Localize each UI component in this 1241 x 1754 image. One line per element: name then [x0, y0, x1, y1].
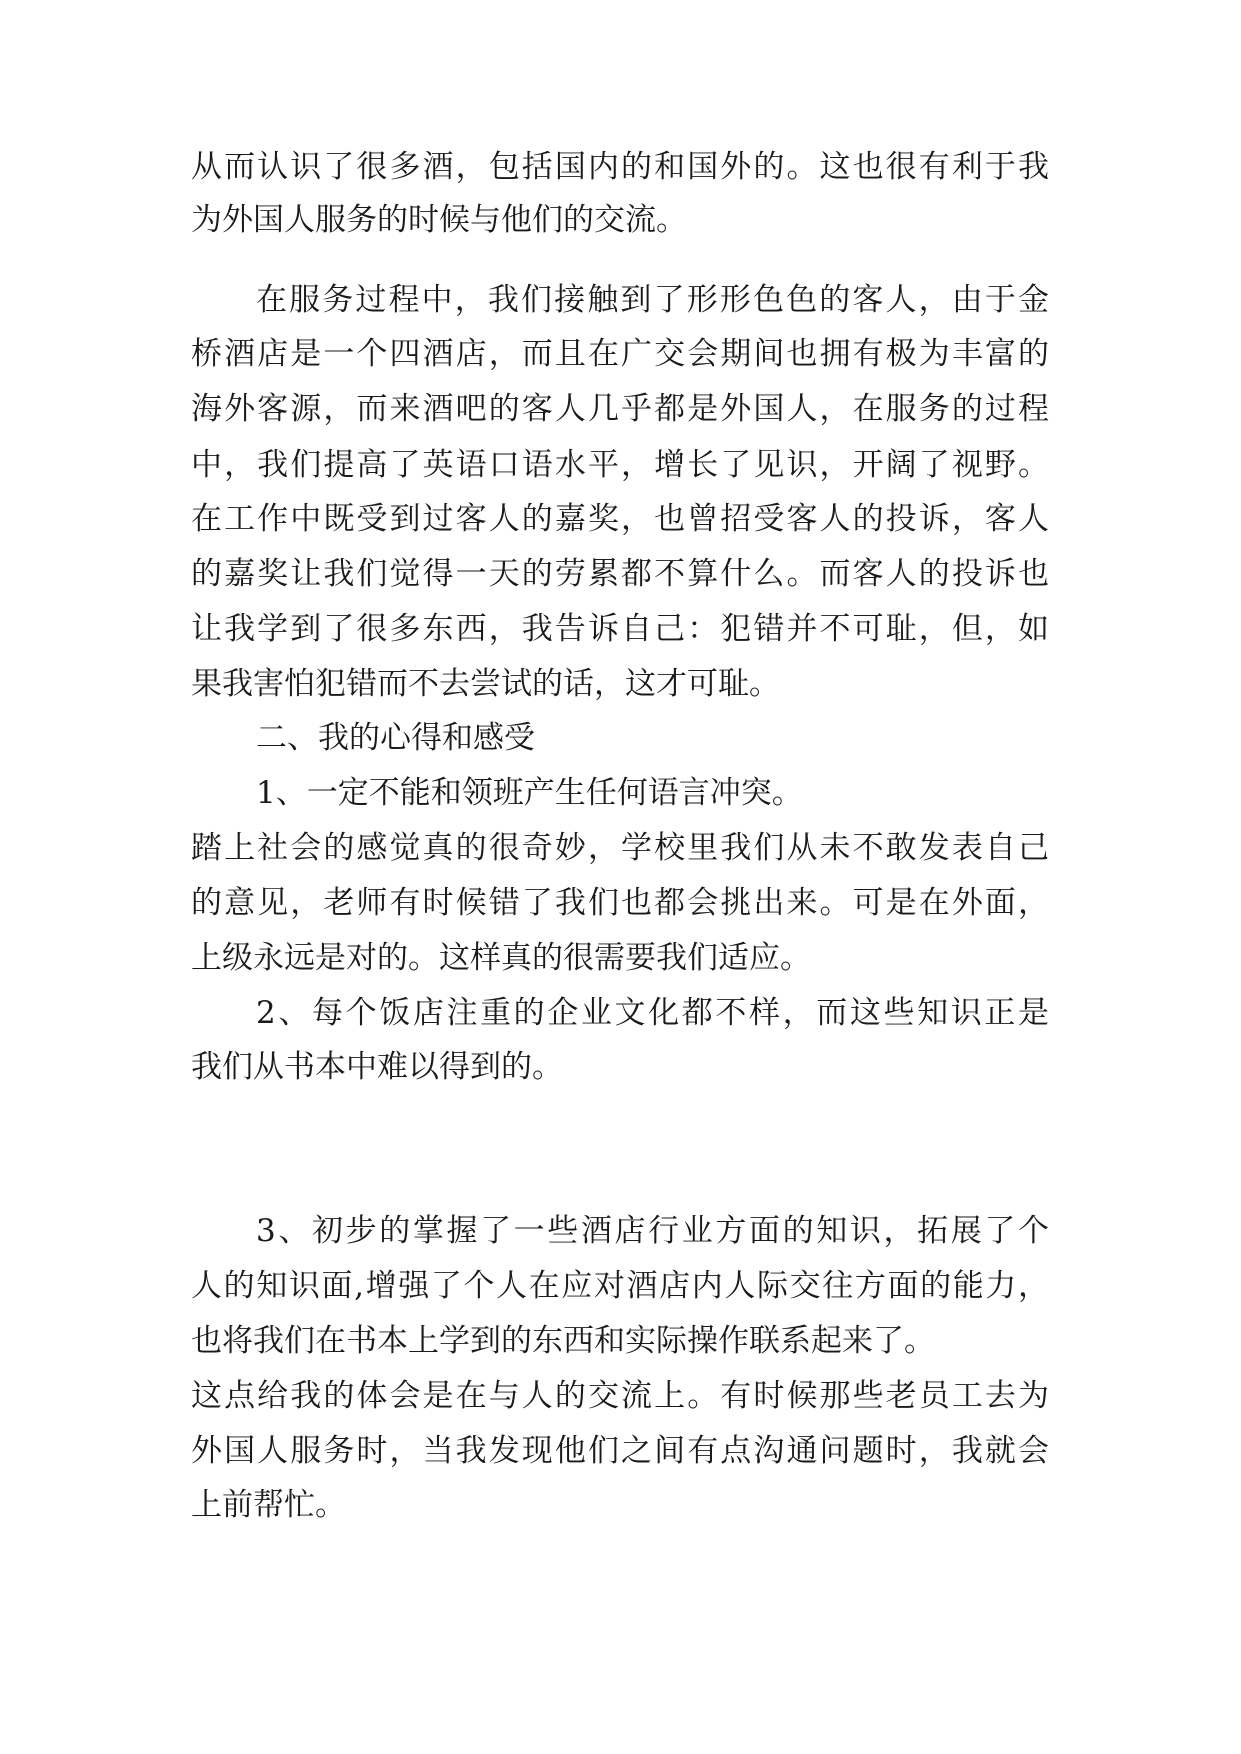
text-line: 3、初步的掌握了一些酒店行业方面的知识，拓展了个	[256, 1213, 1049, 1249]
section-heading: 二、我的心得和感受	[256, 720, 535, 756]
text-line: 人的知识面,增强了个人在应对酒店内人际交往方面的能力，	[191, 1268, 1049, 1304]
text-line: 为外国人服务的时候与他们的交流。	[191, 202, 687, 238]
text-line: 的嘉奖让我们觉得一天的劳累都不算什么。而客人的投诉也	[191, 556, 1049, 592]
text-line: 在工作中既受到过客人的嘉奖，也曾招受客人的投诉，客人	[191, 501, 1049, 537]
text-line: 果我害怕犯错而不去尝试的话，这才可耻。	[191, 666, 780, 702]
text-line: 中，我们提高了英语口语水平，增长了见识，开阔了视野。	[191, 447, 1049, 483]
text-line: 也将我们在书本上学到的东西和实际操作联系起来了。	[191, 1323, 935, 1359]
text-line: 2、每个饭店注重的企业文化都不样，而这些知识正是	[256, 995, 1049, 1031]
text-line: 从而认识了很多酒，包括国内的和国外的。这也很有利于我	[191, 149, 1049, 185]
text-line: 桥酒店是一个四酒店，而且在广交会期间也拥有极为丰富的	[191, 336, 1049, 372]
text-line: 在服务过程中，我们接触到了形形色色的客人，由于金	[256, 282, 1049, 318]
text-line: 的意见，老师有时候错了我们也都会挑出来。可是在外面，	[191, 885, 1049, 921]
text-line: 这点给我的体会是在与人的交流上。有时候那些老员工去为	[191, 1378, 1049, 1414]
text-line: 上前帮忙。	[191, 1487, 346, 1523]
text-line: 上级永远是对的。这样真的很需要我们适应。	[191, 940, 811, 976]
text-line: 海外客源，而来酒吧的客人几乎都是外国人，在服务的过程	[191, 391, 1049, 427]
text-line: 我们从书本中难以得到的。	[191, 1049, 563, 1085]
text-line: 外国人服务时，当我发现他们之间有点沟通问题时，我就会	[191, 1433, 1049, 1469]
text-line: 踏上社会的感觉真的很奇妙，学校里我们从未不敢发表自己	[191, 830, 1049, 866]
text-line: 1、一定不能和领班产生任何语言冲突。	[256, 775, 803, 811]
text-line: 让我学到了很多东西，我告诉自己：犯错并不可耻，但，如	[191, 611, 1049, 647]
